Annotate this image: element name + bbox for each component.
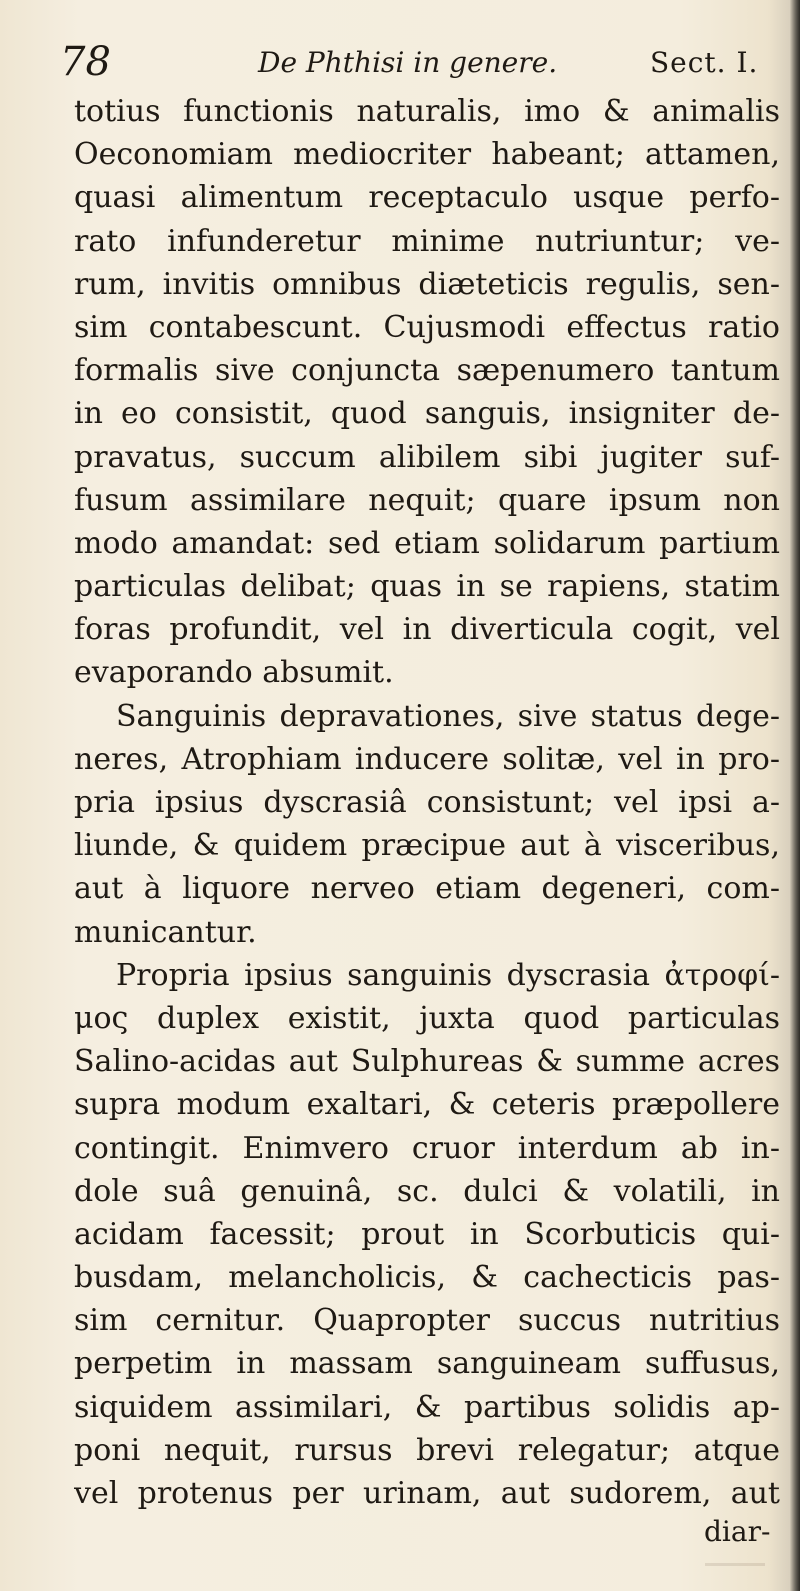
catchword: diar- — [704, 1515, 771, 1548]
text-line: sim cernitur. Quapropter succus nutritius — [74, 1303, 780, 1339]
text-line: in eo consistit, quod sanguis, insigniter de- — [74, 396, 780, 432]
text-line: neres, Atrophiam inducere solitæ, vel in pro- — [74, 741, 780, 777]
text-line: supra modum exaltari, & ceteris præpollere — [74, 1087, 780, 1123]
text-line: contingit. Enimvero cruor interdum ab in- — [74, 1130, 780, 1166]
text-line: dole suâ genuinâ, sc. dulci & volatili, in — [74, 1173, 780, 1209]
text-line: poni nequit, rursus brevi relegatur; atque — [74, 1432, 780, 1468]
text-line: aut à liquore nerveo etiam degeneri, com- — [74, 871, 780, 907]
text-line: fusum assimilare nequit; quare ipsum non — [74, 482, 780, 518]
paragraph-end-line: municantur. — [74, 914, 257, 950]
text-line: pria ipsius dyscrasiâ consistunt; vel ipsi a- — [74, 785, 780, 820]
body-text — [74, 90, 780, 1515]
text-line: quasi alimentum receptaculo usque perfo- — [74, 180, 780, 216]
paragraph-start-line: Sanguinis depravationes, sive status dege- — [116, 698, 780, 734]
text-line: particulas delibat; quas in se rapiens, statim — [74, 569, 780, 605]
text-line: formalis sive conjuncta sæpenumero tantum — [74, 353, 780, 389]
text-line: siquidem assimilari, & partibus solidis ap- — [74, 1389, 780, 1425]
text-line: sim contabescunt. Cujusmodi effectus ratio — [74, 309, 780, 345]
running-title: De Phthisi in genere. — [258, 46, 558, 79]
text-line: acidam facessit; prout in Scorbuticis qui- — [74, 1216, 780, 1252]
text-line: Oeconomiam mediocriter habeant; attamen, — [74, 137, 780, 173]
paragraph-start-line: Propria ipsius sanguinis dyscrasia ἀτροφί- — [116, 957, 780, 993]
text-line: foras profundit, vel in diverticula cogit, vel — [74, 612, 780, 648]
text-line: pravatus, succum alibilem sibi jugiter suf- — [74, 439, 780, 475]
text-line: Salino-acidas aut Sulphureas & summe acres — [74, 1044, 780, 1080]
text-line: μος duplex existit, juxta quod particulas — [74, 1000, 780, 1036]
text-line: modo amandat: sed etiam solidarum partium — [74, 525, 780, 561]
text-line: totius functionis naturalis, imo & animalis — [74, 94, 780, 129]
page-smudge — [705, 1563, 765, 1566]
page-edge-shadow — [790, 0, 800, 1591]
text-line: liunde, & quidem præcipue aut à visceribus, — [74, 828, 780, 864]
page-header — [52, 40, 780, 90]
paragraph-end-line: evaporando absumit. — [74, 655, 394, 691]
page-number: 78 — [60, 39, 111, 85]
text-line: rato infunderetur minime nutriuntur; ve- — [74, 223, 780, 259]
section-mark: Sect. I. — [650, 46, 759, 79]
text-line: busdam, melancholicis, & cachecticis pas- — [74, 1260, 780, 1296]
text-line: rum, invitis omnibus diæteticis regulis, sen- — [74, 266, 780, 302]
text-line: perpetim in massam sanguineam suffusus, — [74, 1346, 780, 1382]
text-line: vel protenus per urinam, aut sudorem, aut — [74, 1476, 780, 1511]
